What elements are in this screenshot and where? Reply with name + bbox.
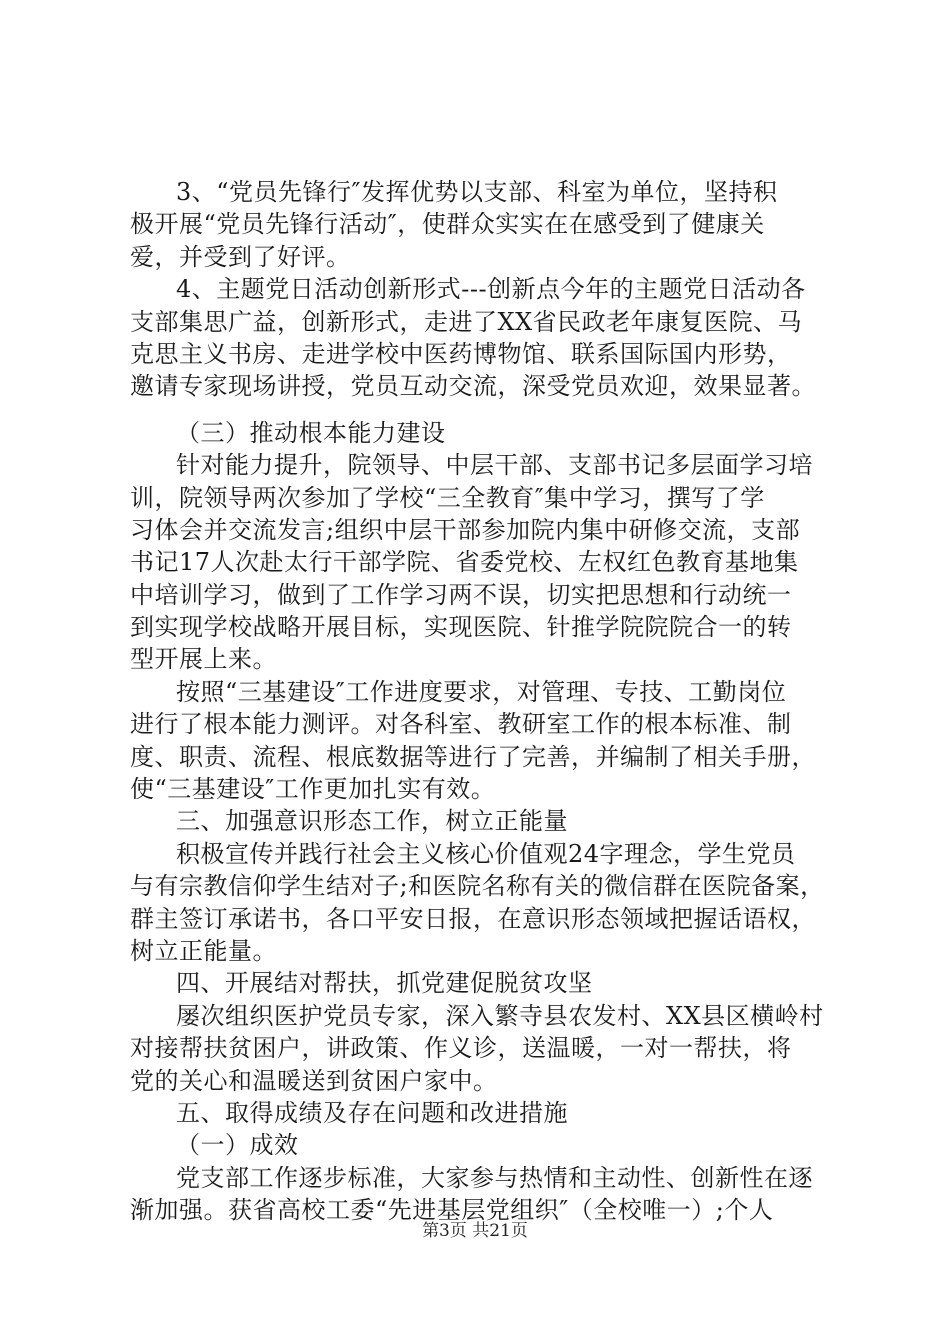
paragraph-line: 党支部工作逐步标准，大家参与热情和主动性、创新性在逐: [176, 1163, 813, 1192]
paragraph-gap: [130, 403, 830, 417]
section-heading: 四、开展结对帮扶，抓党建促脱贫攻坚: [176, 969, 593, 998]
paragraph-line: 屡次组织医护党员专家，深入繁寺县农发村、XX县区横岭村: [176, 1001, 824, 1030]
paragraph-line: 邀请专家现场讲授，党员互动交流，深受党员欢迎，效果显著。: [130, 372, 816, 401]
paragraph-line: 党的关心和温暖送到贫困户家中。: [130, 1066, 498, 1095]
paragraph-line: 针对能力提升，院领导、中层干部、支部书记多层面学习培: [176, 451, 813, 480]
paragraph-line: 训，院领导两次参加了学校“三全教育″集中学习，撰写了学: [130, 483, 765, 512]
paragraph-line: 中培训学习，做到了工作学习两不误，切实把思想和行动统一: [130, 580, 792, 609]
paragraph-line: 3、“党员先锋行″发挥优势以支部、科室为单位，坚持积: [176, 178, 778, 206]
paragraph-line: 度、职责、流程、根底数据等进行了完善，并编制了相关手册，: [130, 742, 816, 771]
paragraph-line: 书记17人次赴太行干部学院、省委党校、左权红色教育基地集: [130, 548, 799, 577]
section-heading: 三、加强意识形态工作，树立正能量: [176, 807, 568, 836]
paragraph-line: 积极宣传并践行社会主义核心价值观24字理念，学生党员: [176, 839, 796, 868]
paragraph-line: 与有宗教信仰学生结对子;和医院名称有关的微信群在医院备案，: [130, 872, 825, 901]
paragraph-line: 克思主义书房、走进学校中医药博物馆、联系国际国内形势，: [130, 339, 792, 368]
paragraph-line: 群主签订承诺书，各口平安日报，在意识形态领域把握话语权，: [130, 904, 816, 933]
page-number-footer: 第3页 共21页: [422, 1221, 528, 1241]
paragraph-line: 爱，并受到了好评。: [130, 242, 351, 271]
paragraph-line: 型开展上来。: [130, 645, 277, 674]
paragraph-line: 极开展“党员先锋行活动″，使群众实实在在感受到了健康关: [130, 210, 765, 239]
section-heading: （一）成效: [176, 1131, 299, 1160]
paragraph-line: 支部集思广益，创新形式，走进了XX省民政老年康复医院、马: [130, 307, 803, 336]
section-heading: （三）推动根本能力建设: [176, 418, 446, 447]
paragraph-line: 习体会并交流发言;组织中层干部参加院内集中研修交流，支部: [130, 515, 801, 544]
paragraph-line: 到实现学校战略开展目标，实现医院、针推学院院院合一的转: [130, 613, 792, 642]
section-heading: 五、取得成绩及存在问题和改进措施: [176, 1098, 568, 1127]
paragraph-line: 渐加强。获省高校工委“先进基层党组织″（全校唯一）;个人: [130, 1196, 774, 1225]
paragraph-line: 按照“三基建设″工作进度要求，对管理、专技、工勤岗位: [176, 677, 787, 706]
paragraph-line: 对接帮扶贫困户，讲政策、作义诊，送温暖，一对一帮扶，将: [130, 1034, 792, 1063]
paragraph-line: 进行了根本能力测评。对各科室、教研室工作的根本标准、制: [130, 710, 792, 739]
paragraph-line: 树立正能量。: [130, 936, 277, 965]
document-body: [130, 176, 830, 1227]
paragraph-line: 4、主题党日活动创新形式---创新点今年的主题党日活动各: [176, 275, 806, 304]
paragraph-line: 使“三基建设″工作更加扎实有效。: [130, 775, 496, 804]
